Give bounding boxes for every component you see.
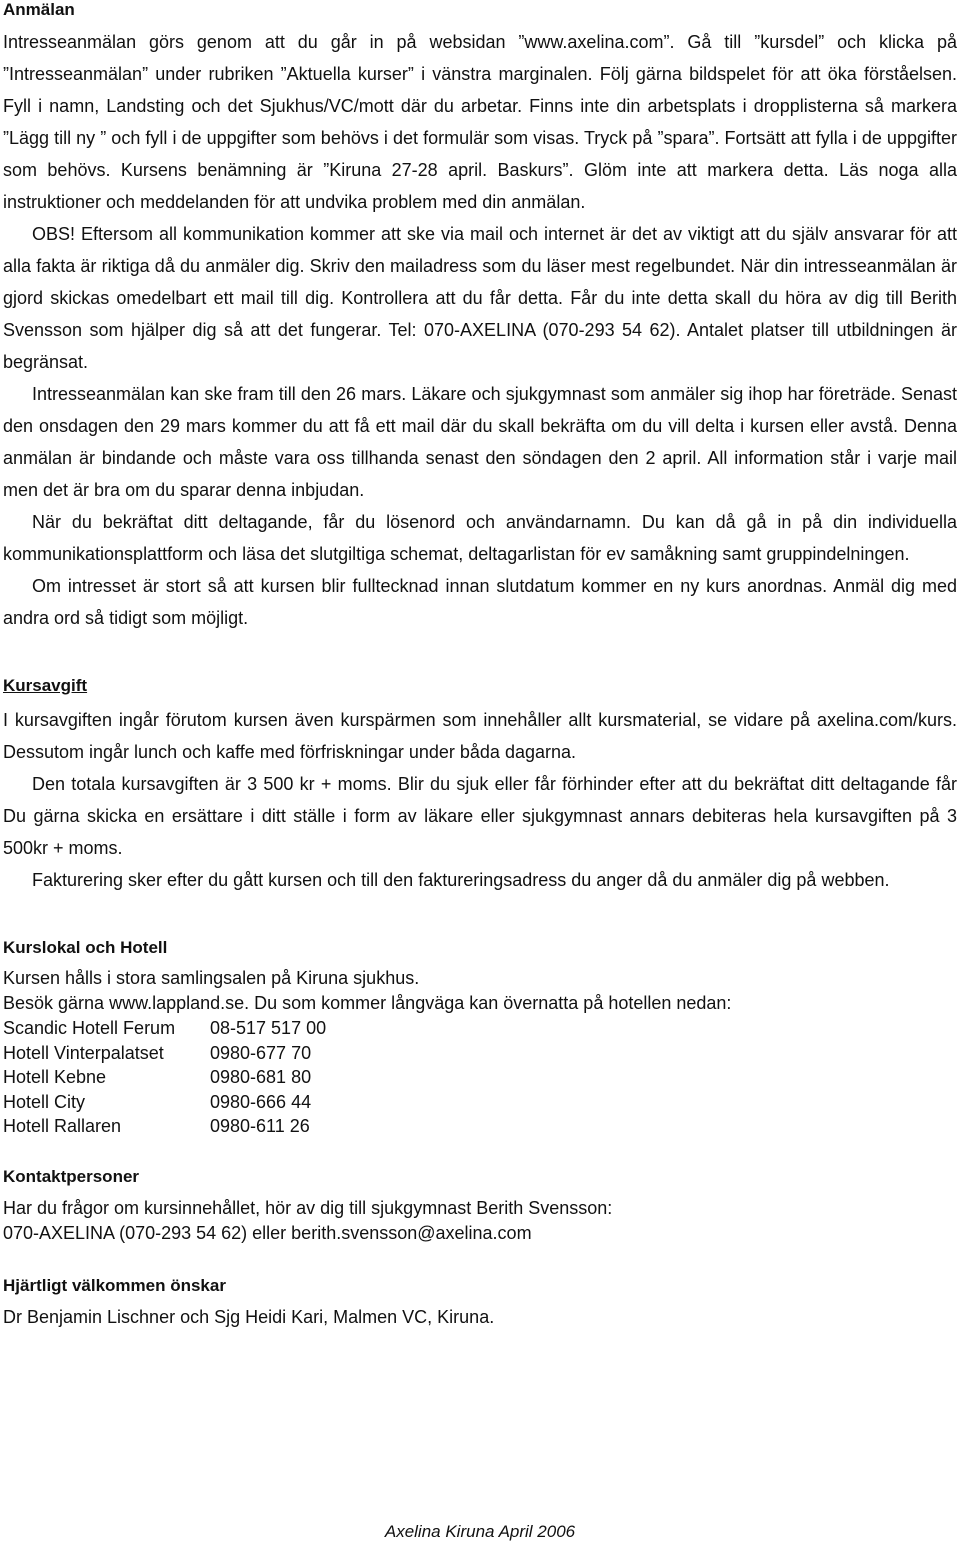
paragraph-kursavgift-1: I kursavgiften ingår förutom kursen även kurspärmen som innehåller allt kursmaterial, se vidare på axelina.com/kurs. Dessutom ingår lunch och kaffe med förfriskningar under båda dagarna.: [3, 710, 957, 762]
hotel-list: [3, 1016, 957, 1139]
hotel-name: Hotell City: [3, 1091, 86, 1112]
paragraph-anmalan-1: Intresseanmälan görs genom att du går in på websidan ”www.axelina.com”. Gå till ”kursdel” och klicka på ”Intresseanmälan” under rubriken ”Aktuella kurser” i vänstra marginalen. Följ gärna bildspelet för att öka förståelsen. Fyll i namn, Landsting och det Sjukhus/VC/mott där du arbetar. Finns inte din arbetsplats i dropplisterna så markera ”Lägg till ny ” och fyll i de uppgifter som behövs i det formulär som visas. Tryck på ”spara”. Fortsätt att fylla i de uppgifter som behövs. Kursens benämning är ”Kiruna 27-28 april. Baskurs”. Glöm inte att markera detta. Läs noga alla instruktioner och meddelanden för att undvika problem med din anmälan.: [3, 32, 957, 212]
kontakt-line-2: 070-AXELINA (070-293 54 62) eller berith.svensson@axelina.com: [3, 1222, 532, 1243]
section-heading-kontakt: Kontaktpersoner: [3, 1166, 140, 1186]
section-heading-valkommen: Hjärtligt välkommen önskar: [3, 1275, 226, 1295]
hotel-row: [3, 1114, 957, 1139]
hotel-name: Hotell Vinterpalatset: [3, 1042, 164, 1063]
paragraph-anmalan-3: Intresseanmälan kan ske fram till den 26 mars. Läkare och sjukgymnast som anmäler sig ihop har företräde. Senast den onsdagen den 29 mars kommer du att få ett mail där du skall bekräfta om du vill delta i kursen eller avstå. Denna anmälan är bindande och måste vara oss tillhanda senast den söndagen den 2 april. All information står i varje mail men det är bra om du sparar denna inbjudan.: [3, 384, 957, 500]
document-page: [3, 0, 957, 1330]
kurslokal-line-2: Besök gärna www.lappland.se. Du som kommer långväga kan övernatta på hotellen nedan:: [3, 993, 732, 1013]
hotel-phone: 0980-681 80: [210, 1067, 312, 1087]
valkommen-signature: Dr Benjamin Lischner och Sjg Heidi Kari, Malmen VC, Kiruna.: [3, 1306, 495, 1327]
hotel-name: Hotell Kebne: [3, 1067, 107, 1087]
hotel-row: [3, 1065, 957, 1090]
hotel-row: [3, 1016, 957, 1041]
kurslokal-line-1: Kursen hålls i stora samlingsalen på Kiruna sjukhus.: [3, 968, 420, 988]
kontakt-line-1: Har du frågor om kursinnehållet, hör av dig till sjukgymnast Berith Svensson:: [3, 1197, 613, 1218]
section-heading-kursavgift: Kursavgift: [3, 676, 88, 695]
page-footer: Axelina Kiruna April 2006: [384, 1522, 576, 1541]
hotel-row: [3, 1090, 957, 1115]
paragraph-anmalan-2: OBS! Eftersom all kommunikation kommer att ske via mail och internet är det av viktigt att du själv ansvarar för att alla fakta är riktiga då du anmäler dig. Skriv den mailadress som du läser mest regelbundet. När din intresseanmälan är gjord skickas omedelbart ett mail till dig. Kontrollera att du får detta. Får du inte detta skall du höra av dig till Berith Svensson som hjälper dig så att det fungerar. Tel: 070-AXELINA (070-293 54 62). Antalet platser till utbildningen är begränsat.: [3, 224, 957, 372]
paragraph-anmalan-4: När du bekräftat ditt deltagande, får du lösenord och användarnamn. Du kan då gå in på din individuella kommunikationsplattform och läsa det slutgiltiga schemat, deltagarlistan för ev samåkning samt gruppindelningen.: [3, 512, 957, 564]
paragraph-kursavgift-2: Den totala kursavgiften är 3 500 kr + moms. Blir du sjuk eller får förhinder efter att du bekräftat ditt deltagande får Du gärna skicka en ersättare i ditt ställe i form av läkare eller sjukgymnast annars debiteras hela kursavgiften på 3 500kr + moms.: [3, 774, 957, 858]
hotel-phone: 08-517 517 00: [210, 1018, 327, 1038]
section-heading-kurslokal: Kurslokal och Hotell: [3, 938, 168, 957]
hotel-phone: 0980-677 70: [210, 1042, 312, 1063]
paragraph-anmalan-5: Om intresset är stort så att kursen blir fulltecknad innan slutdatum kommer en ny kurs anordnas. Anmäl dig med andra ord så tidigt som möjligt.: [3, 576, 957, 628]
section-heading-anmalan: Anmälan: [3, 0, 75, 19]
hotel-name: Scandic Hotell Ferum: [3, 1018, 176, 1038]
hotel-phone: 0980-611 26: [210, 1116, 310, 1136]
hotel-name: Hotell Rallaren: [3, 1116, 122, 1136]
paragraph-kursavgift-3: Fakturering sker efter du gått kursen och till den faktureringsadress du anger då du anmäler dig på webben.: [32, 870, 890, 890]
hotel-phone: 0980-666 44: [210, 1091, 312, 1112]
hotel-row: [3, 1041, 957, 1066]
